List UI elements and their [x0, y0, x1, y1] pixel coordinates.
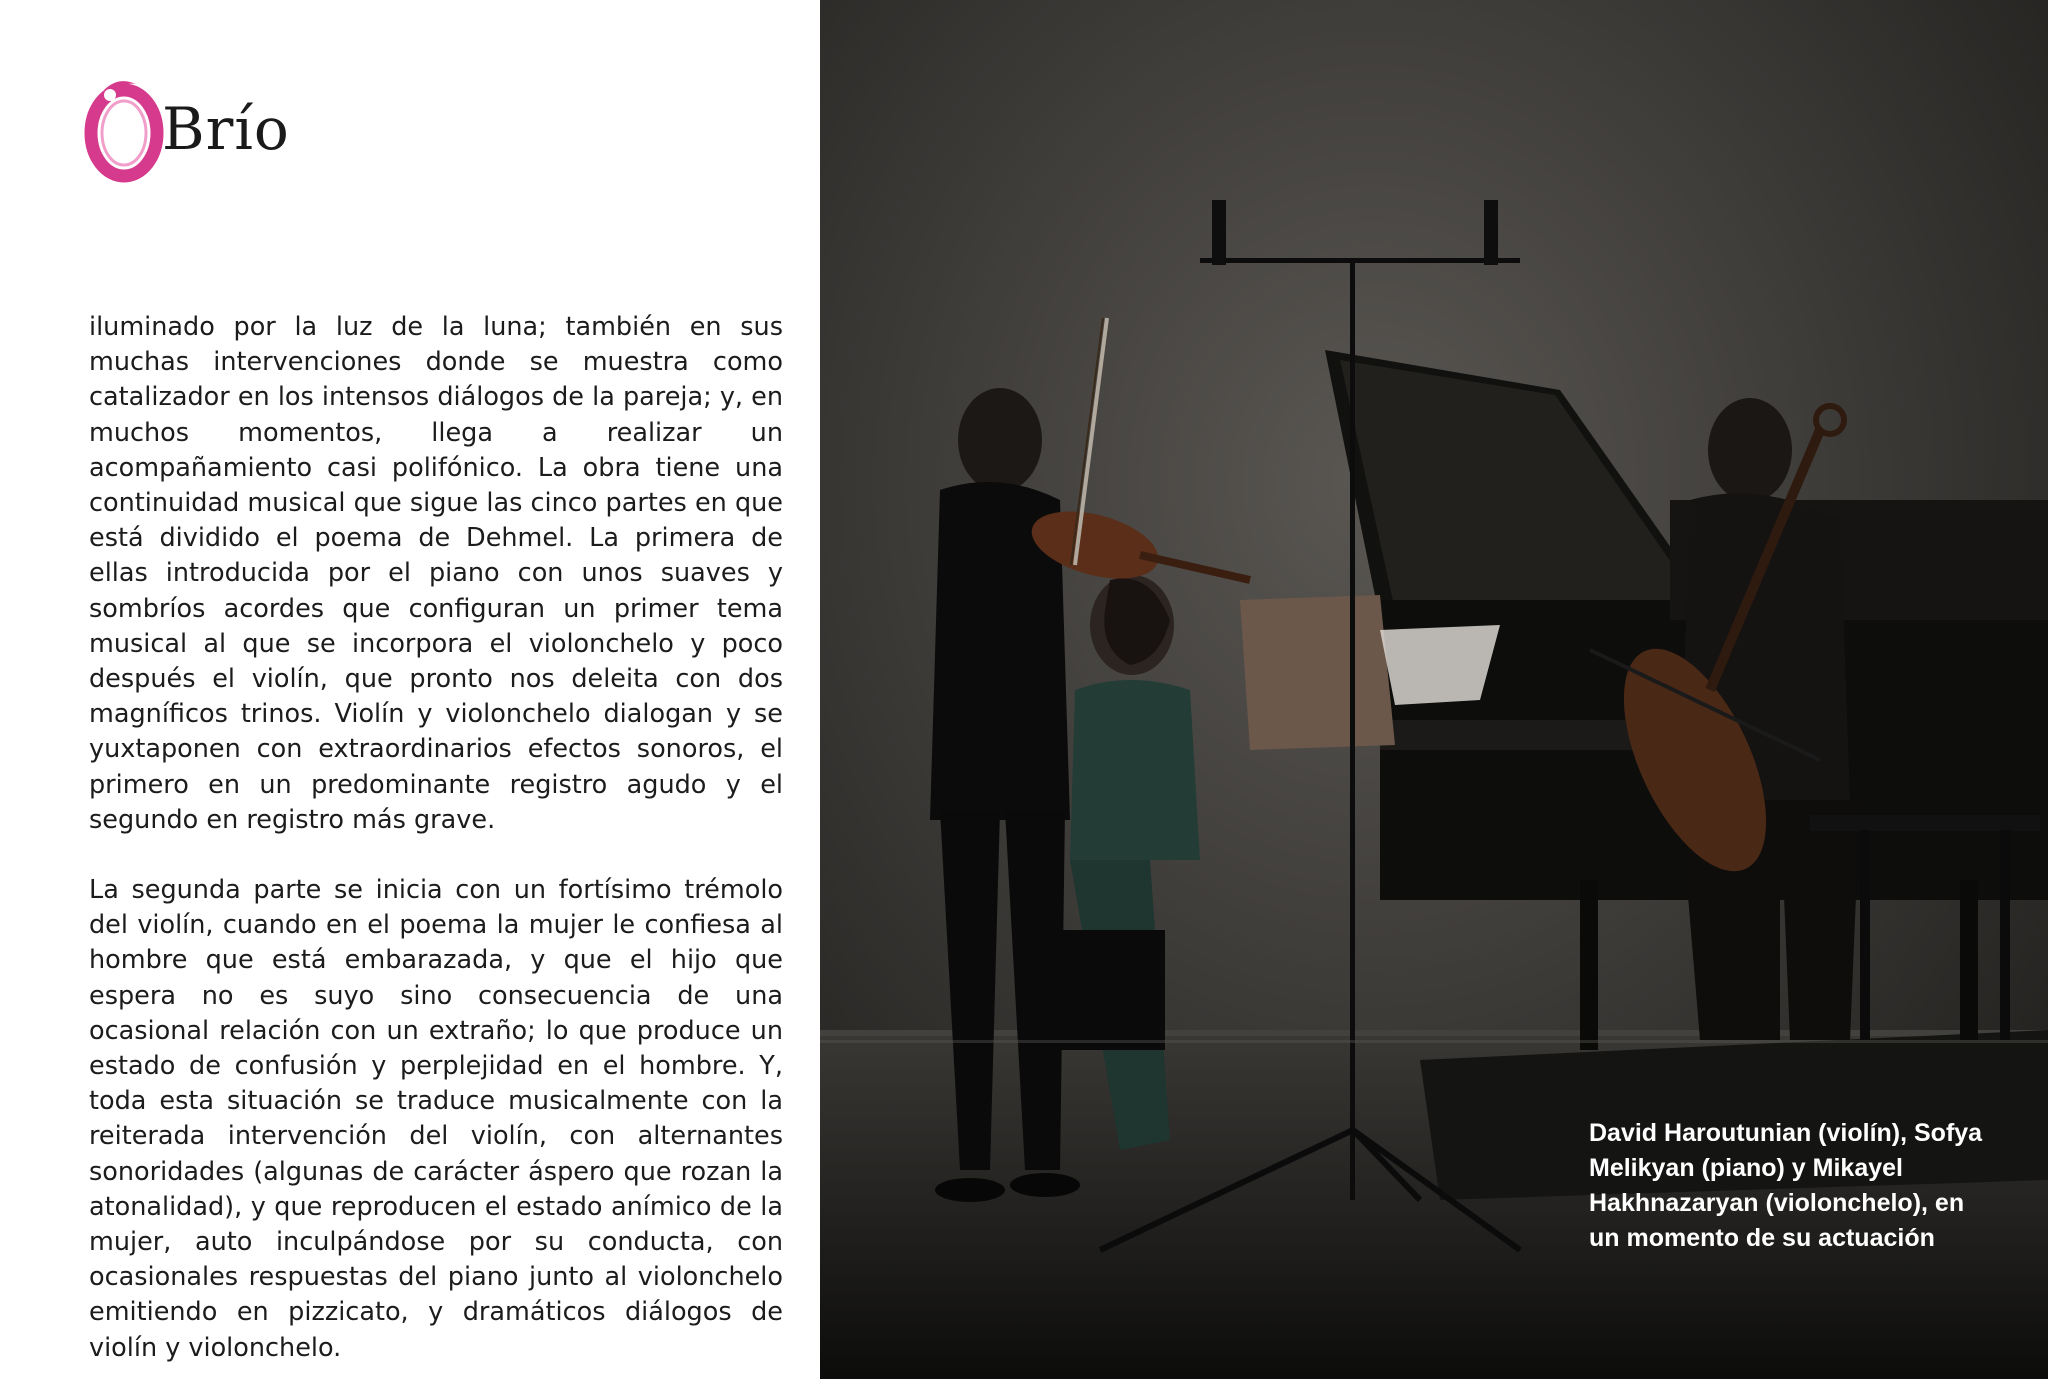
article-paragraph-1: iluminado por la luz de la luna; también en sus muchas intervenciones donde se muestra como catalizador en los intensos diálogos de la pareja; y, en muchos momentos, llega a realizar un acompañamiento casi polifónico. La obra tiene una continuidad musical que sigue las cinco partes en que está dividido el poema de Dehmel. La primera de ellas introducida por el piano con unos suaves y sombríos acordes que configuran un primer tema musical al que se incorpora el violonchelo y poco después el violín, que pronto nos deleita con dos magníficos trinos. Violín y violonchelo dialogan y se yuxtaponen con extraordinarios efectos sonoros, el primero en un predominante registro agudo y el segundo en registro más grave.	[89, 312, 783, 835]
article-paragraph-2: La segunda parte se inicia con un fortísimo trémolo del violín, cuando en el poema la mujer le confiesa al hombre que está embarazada, y que el hijo que espera no es suyo sino consecuencia de una ocasional relación con un extraño; lo que produce un estado de confusión y perplejidad en el hombre. Y, toda esta situación se traduce musicalmente con la reiterada intervención del violín, con alternantes sonoridades (algunas de carácter áspero que rozan la atonalidad), y que reproducen el estado anímico de la mujer, auto inculpándose por su conducta, con ocasionales respuestas del piano junto al violonchelo emitiendo en pizzicato, y dramáticos diálogos de violín y violonchelo.	[89, 875, 783, 1363]
brand-wordmark: Brío	[162, 95, 290, 163]
photo-caption: David Haroutunian (violín), Sofya Melikyan (piano) y Mikayel Hakhnazaryan (violonchelo), en un momento de su actuación	[1589, 1119, 1983, 1252]
brand-logo	[84, 78, 304, 188]
brand-o-mark-icon	[84, 78, 174, 188]
article-body	[89, 310, 783, 1366]
text-column	[0, 0, 820, 1379]
